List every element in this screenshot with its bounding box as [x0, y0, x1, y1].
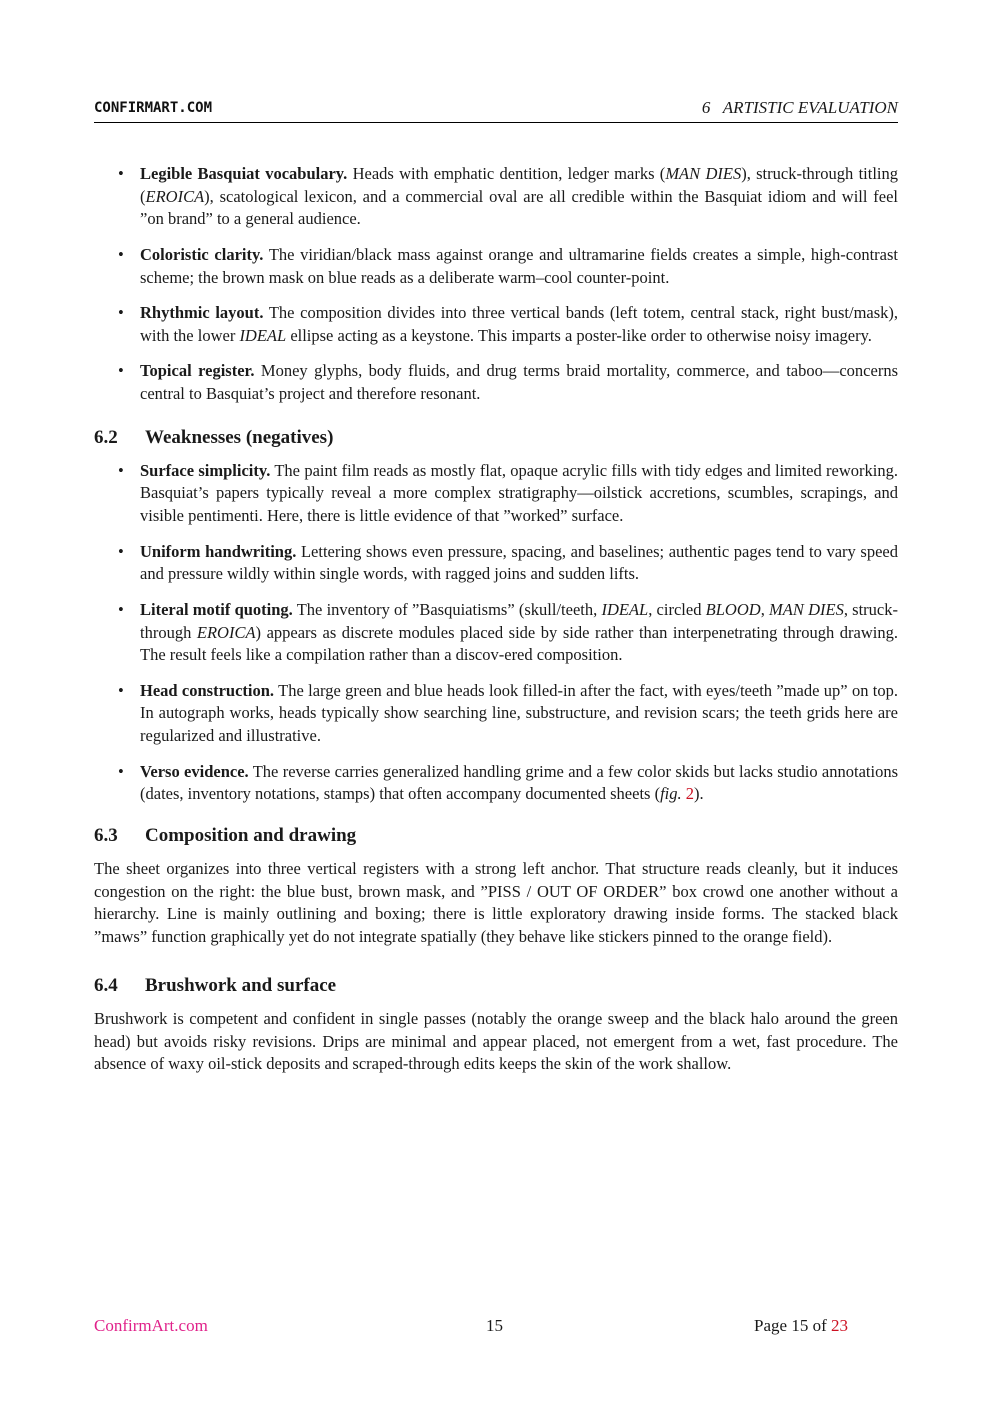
- item-lead: Verso evidence.: [140, 761, 249, 781]
- running-section-title: 6 ARTISTIC EVALUATION: [701, 98, 898, 117]
- item-text: Money glyphs, body fluids, and drug terms braid mortality, commerce, and taboo—concerns central to Basquiat’s project and therefore resonant.: [140, 361, 898, 404]
- section-number: 6.3: [94, 825, 118, 847]
- italic-text: fig.: [660, 784, 682, 804]
- item-text: ellipse acting as a keystone. This imparts a poster-like order to otherwise noisy imagery.: [286, 325, 872, 345]
- figure-ref-link[interactable]: 2: [685, 784, 694, 804]
- list-item: [94, 680, 898, 748]
- italic-text: IDEAL: [601, 599, 649, 619]
- section-number: 6.4: [94, 974, 118, 996]
- item-text: The viridian/black mass against orange and ultramarine fields creates a simple, high-contrast scheme; the brown mask on blue reads as a deliberate warm–cool counter-point.: [140, 244, 898, 287]
- item-lead: Surface simplicity.: [140, 460, 271, 480]
- italic-text: BLOOD: [705, 599, 761, 619]
- item-text: The inventory of ”Basquiatisms” (skull/teeth,: [292, 599, 602, 619]
- weaknesses-list: [94, 460, 898, 806]
- item-text: Heads with emphatic dentition, ledger marks (: [347, 164, 666, 183]
- section-heading-6-4: [94, 974, 898, 998]
- italic-text: EROICA: [145, 186, 205, 206]
- item-text: The reverse carries generalized handling grime and a few color skids but lacks studio annotations (dates, inventory notations, stamps) that often accompany documented sheets (: [140, 761, 898, 804]
- italic-text: MAN DIES: [769, 599, 844, 619]
- strengths-list: [94, 163, 898, 406]
- section-title: Composition and drawing: [145, 825, 357, 847]
- item-text: ) appears as discrete modules placed side by side rather than interpenetrating through drawing. The result feels like a compilation rather than a discov-ered composition.: [140, 622, 898, 665]
- footer-page-of: [754, 1316, 848, 1336]
- list-item: [94, 244, 898, 289]
- item-text: ), scatological lexicon, and a commercial oval are all credible within the Basquiat idiom and will feel ”on brand” to a general audience.: [140, 186, 898, 229]
- list-item: [94, 541, 898, 586]
- list-item: [94, 599, 898, 667]
- section-title: Brushwork and surface: [145, 974, 337, 996]
- item-text: , circled: [648, 599, 706, 619]
- italic-text: IDEAL: [239, 325, 287, 345]
- section-number: 6.2: [94, 426, 118, 448]
- section-6-3-body: The sheet organizes into three vertical registers with a strong left anchor. That structure reads cleanly, but it induces congestion on the right: the blue bust, brown mask, and ”PISS / OUT OF ORDER” box crowd one another without a hierarchy. Line is mainly outlining and boxing; there is little exploratory drawing inside forms. The stacked black ”maws” function graphically yet do not integrate spatially (they behave like stickers pinned to the orange field).: [94, 859, 898, 947]
- item-text: Lettering shows even pressure, spacing, and baselines; authentic pages tend to vary speed and pressure wildly within single words, with ragged joins and sudden lifts.: [140, 541, 898, 584]
- page-footer: [94, 1316, 848, 1340]
- section-heading-6-3: [94, 824, 898, 848]
- item-text: ,: [760, 599, 770, 619]
- list-item: [94, 302, 898, 347]
- item-lead: Legible Basquiat vocabulary.: [140, 164, 348, 183]
- item-text: The large green and blue heads look filled-in after the fact, with eyes/teeth ”made up” on top. In autograph works, heads typically show searching line, substructure, and revision scars; the teeth grids here are regularized and illustrative.: [140, 680, 898, 746]
- list-item: [94, 761, 898, 806]
- list-item: [94, 360, 898, 405]
- section-heading-6-2: [94, 426, 898, 450]
- italic-text: MAN DIES: [665, 164, 742, 183]
- section-6-4-body: Brushwork is competent and confident in single passes (notably the orange sweep and the black halo around the green head) but avoids risky revisions. Drips are minimal and appear placed, not emergent from a wet, fast procedure. The absence of waxy oil-stick deposits and scraped-through edits keeps the skin of the work shallow.: [94, 1008, 898, 1074]
- footer-page-number: 15: [486, 1316, 503, 1335]
- item-lead: Rhythmic layout.: [140, 303, 264, 323]
- confirmart-logo: CONFIRMART.COM: [94, 100, 213, 116]
- item-text: ), struck-through titling (: [140, 164, 899, 206]
- list-item: [94, 460, 898, 528]
- item-text: The composition divides into three vertical bands (left totem, central stack, right bust/mask), with the lower: [140, 303, 899, 345]
- item-lead: Uniform handwriting.: [140, 541, 297, 561]
- item-lead: Literal motif quoting.: [140, 599, 293, 619]
- page-total-link[interactable]: 23: [831, 1316, 848, 1335]
- item-text: The paint film reads as mostly flat, opaque acrylic fills with tidy edges and limited reworking. Basquiat’s papers typically reveal a more complex stratigraphy—oilstick accretions, scumbles, scrapings, and visible pentimenti. Here, there is little evidence of that ”worked” surface.: [140, 460, 898, 526]
- item-lead: Topical register.: [140, 361, 255, 381]
- footer-site-link[interactable]: ConfirmArt.com: [94, 1316, 208, 1335]
- item-text: , struck-through: [140, 599, 898, 642]
- item-text: ).: [694, 784, 704, 804]
- item-lead: Coloristic clarity.: [140, 244, 264, 264]
- item-lead: Head construction.: [140, 680, 275, 700]
- section-title: Weaknesses (negatives): [145, 426, 334, 448]
- main-content: [94, 163, 898, 1076]
- page-header: [94, 98, 898, 123]
- list-item: [94, 163, 898, 231]
- italic-text: EROICA: [196, 622, 256, 642]
- page-of-label: Page 15 of: [754, 1316, 831, 1335]
